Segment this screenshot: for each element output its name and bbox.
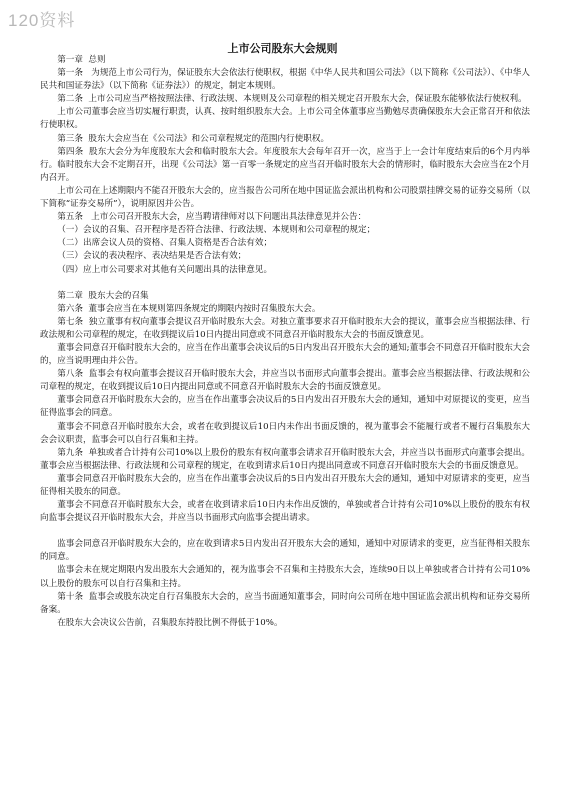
watermark-logo: 120资料	[8, 11, 76, 30]
article-paragraph: 第二条 上市公司应当严格按照法律、行政法规、本规则及公司章程的相关规定召开股东大会，保证股东能够依法行使权利。	[57, 94, 527, 105]
article-paragraph: 董事会不同意召开临时股东大会，或者在收到提议后10日内未作出书面反馈的，视为董事会不能履行或者不履行召集股东大会会议职责，监事会可以自行召集和主持。	[40, 421, 530, 445]
article-paragraph: 第五条 上市公司召开股东大会，应当聘请律师对以下问题出具法律意见并公告：	[57, 212, 367, 223]
list-item: （四）应上市公司要求对其他有关问题出具的法律意见。	[57, 264, 273, 275]
article-paragraph: 第七条 独立董事有权向董事会提议召开临时股东大会。对独立董事要求召开临时股东大会的提议，董事会应当根据法律、行政法规和公司章程的规定，在收到提议后10日内提出同意或不同意召开临时股东大会的书面反馈意见。	[40, 316, 530, 340]
article-paragraph: 董事会不同意召开临时股东大会，或者在收到请求后10日内未作出反馈的，单独或者合计持有公司10%以上股份的股东有权向监事会提议召开临时股东大会，并应当以书面形式向监事会提出请求。	[40, 500, 530, 524]
article-paragraph: 董事会同意召开临时股东大会的，应当在作出董事会决议后的5日内发出召开股东大会的通知，通知中对原请求的变更，应当征得相关股东的同意。	[40, 473, 530, 497]
article-paragraph: 监事会未在规定期限内发出股东大会通知的，视为监事会不召集和主持股东大会，连续90日以上单独或者合计持有公司10%以上股份的股东可以自行召集和主持。	[40, 565, 530, 589]
article-paragraph: 上市公司董事会应当切实履行职责，认真、按时组织股东大会。上市公司全体董事应当勤勉尽责确保股东大会正常召开和依法行使职权。	[40, 107, 530, 131]
article-paragraph: 监事会同意召开临时股东大会的，应在收到请求5日内发出召开股东大会的通知，通知中对原请求的变更，应当征得相关股东的同意。	[40, 539, 530, 563]
article-paragraph: 第九条 单独或者合计持有公司10%以上股份的股东有权向董事会请求召开临时股东大会，并应当以书面形式向董事会提出。董事会应当根据法律、行政法规和公司章程的规定，在收到请求后10日内提出同意或不同意召开临时股东大会的书面反馈意见。	[40, 447, 530, 471]
chapter-heading: 第一章 总则	[57, 55, 106, 65]
article-paragraph: 第一条 为规范上市公司行为，保证股东大会依法行使职权，根据《中华人民共和国公司法》（以下简称《公司法》）、《中华人民共和国证券法》（以下简称《证券法》）的规定，制定本规则。	[40, 68, 530, 92]
article-paragraph: 董事会同意召开临时股东大会的，应当在作出董事会决议后的5日内发出召开股东大会的通知，通知中对原提议的变更，应当征得监事会的同意。	[40, 395, 530, 419]
article-paragraph: 第八条 监事会有权向董事会提议召开临时股东大会，并应当以书面形式向董事会提出。董事会应当根据法律、行政法规和公司章程的规定，在收到提议后10日内提出同意或不同意召开临时股东大会的书面反馈意见。	[40, 369, 530, 393]
article-paragraph: 第六条 董事会应当在本规则第四条规定的期限内按时召集股东大会。	[57, 303, 321, 314]
article-paragraph: 董事会同意召开临时股东大会的，应当在作出董事会决议后的5日内发出召开股东大会的通知;董事会不同意召开临时股东大会的，应当说明理由并公告。	[40, 342, 530, 367]
article-paragraph: 上市公司在上述期限内不能召开股东大会的，应当报告公司所在地中国证监会派出机构和公司股票挂牌交易的证券交易所（以下简称“证券交易所”），说明原因并公告。	[40, 185, 530, 210]
article-paragraph: 在股东大会决议公告前，召集股东持股比例不得低于10%。	[57, 617, 283, 628]
chapter-heading: 第二章 股东大会的召集	[57, 290, 149, 301]
document-title: 上市公司股东大会规则	[227, 42, 338, 55]
article-paragraph: 第十条 监事会或股东决定自行召集股东大会的，应当书面通知董事会，同时向公司所在地中国证监会派出机构和证券交易所备案。	[40, 591, 530, 615]
list-item: （三）会议的表决程序、表决结果是否合法有效；	[57, 251, 247, 262]
list-item: （一）会议的召集、召开程序是否符合法律、行政法规、本规则和公司章程的规定；	[57, 225, 376, 236]
list-item: （二）出席会议人员的资格、召集人资格是否合法有效；	[57, 238, 273, 249]
document-body	[40, 54, 530, 630]
article-paragraph: 第四条 股东大会分为年度股东大会和临时股东大会。年度股东大会每年召开一次，应当于上一会计年度结束后的6个月内举行。临时股东大会不定期召开，出现《公司法》第一百零一条规定的应当召开临时股东大会的情形时，临时股东大会应当在2个月内召开。	[40, 146, 530, 183]
article-paragraph: 第三条 股东大会应当在《公司法》和公司章程规定的范围内行使职权。	[57, 133, 330, 144]
